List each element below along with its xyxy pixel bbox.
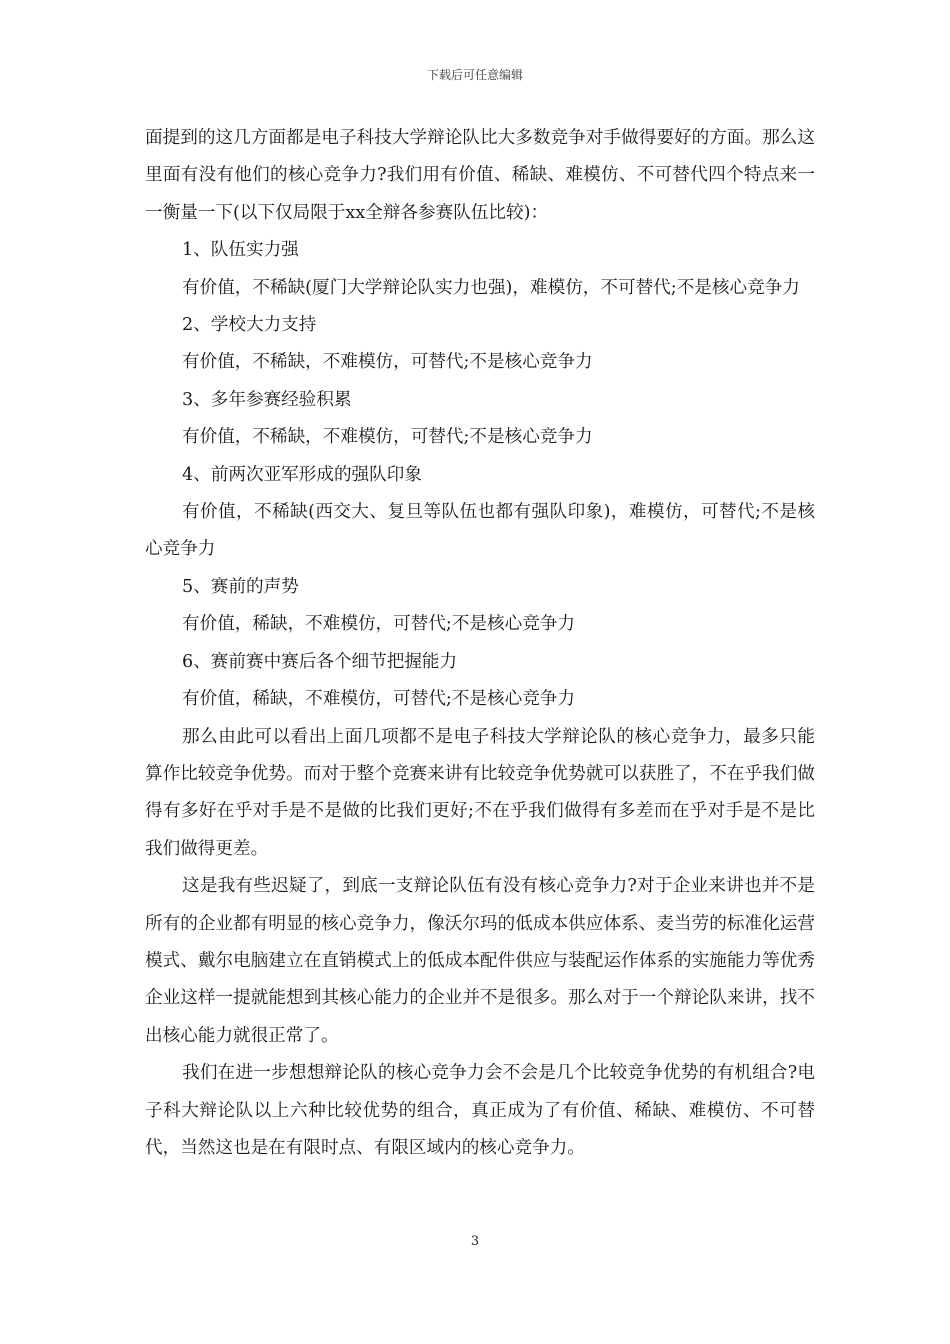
paragraph: 我们在进一步想想辩论队的核心竞争力会不会是几个比较竞争优势的有机组合?电子科大辩论队以上六种比较优势的组合，真正成为了有价值、稀缺、难模仿、不可替代，当然这也是在有限时点、有限区域内的核心竞争力。 [145, 1063, 815, 1158]
paragraph: 这是我有些迟疑了，到底一支辩论队伍有没有核心竞争力?对于企业来讲也并不是所有的企业都有明显的核心竞争力，像沃尔玛的低成本供应体系、麦当劳的标准化运营模式、戴尔电脑建立在直销模式上的低成本配件供应与装配运作体系的实施能力等优秀企业这样一提就能想到其核心能力的企业并不是很多。那么对于一个辩论队来讲，找不出核心能力就很正常了。 [145, 876, 815, 1046]
paragraph: 有价值，稀缺，不难模仿，可替代;不是核心竞争力 [182, 689, 575, 710]
paragraph: 有价值，不稀缺，不难模仿，可替代;不是核心竞争力 [182, 427, 593, 448]
paragraph: 有价值，不稀缺，不难模仿，可替代;不是核心竞争力 [182, 352, 593, 373]
list-heading: 5、赛前的声势 [182, 576, 299, 597]
paragraph: 有价值，稀缺，不难模仿，可替代;不是核心竞争力 [182, 614, 575, 635]
paragraph: 那么由此可以看出上面几项都不是电子科技大学辩论队的核心竞争力，最多只能算作比较竞争优势。而对于整个竞赛来讲有比较竞争优势就可以获胜了，不在乎我们做得有多好在乎对手是不是做的比我们更好;不在乎我们做得有多差而在乎对手是不是比我们做得更差。 [145, 726, 815, 859]
paragraph: 有价值，不稀缺(西交大、复旦等队伍也都有强队印象)，难模仿，可替代;不是核心竞争力 [145, 502, 815, 560]
document-body [145, 120, 815, 1167]
paragraph: 有价值，不稀缺(厦门大学辩论队实力也强)，难模仿，不可替代;不是核心竞争力 [182, 277, 800, 298]
list-heading: 4、前两次亚军形成的强队印象 [182, 464, 422, 485]
page-header: 下载后可任意编辑 [426, 68, 523, 82]
page-number: 3 [470, 1234, 480, 1249]
list-heading: 6、赛前赛中赛后各个细节把握能力 [182, 651, 458, 672]
list-heading: 1、队伍实力强 [182, 240, 299, 261]
list-heading: 2、学校大力支持 [182, 315, 317, 336]
list-heading: 3、多年参赛经验积累 [182, 389, 352, 410]
paragraph: 面提到的这几方面都是电子科技大学辩论队比大多数竞争对手做得要好的方面。那么这里面有没有他们的核心竞争力?我们用有价值、稀缺、难模仿、不可替代四个特点来一一衡量一下(以下仅局限于xx全辩各参赛队伍比较)： [145, 128, 815, 223]
